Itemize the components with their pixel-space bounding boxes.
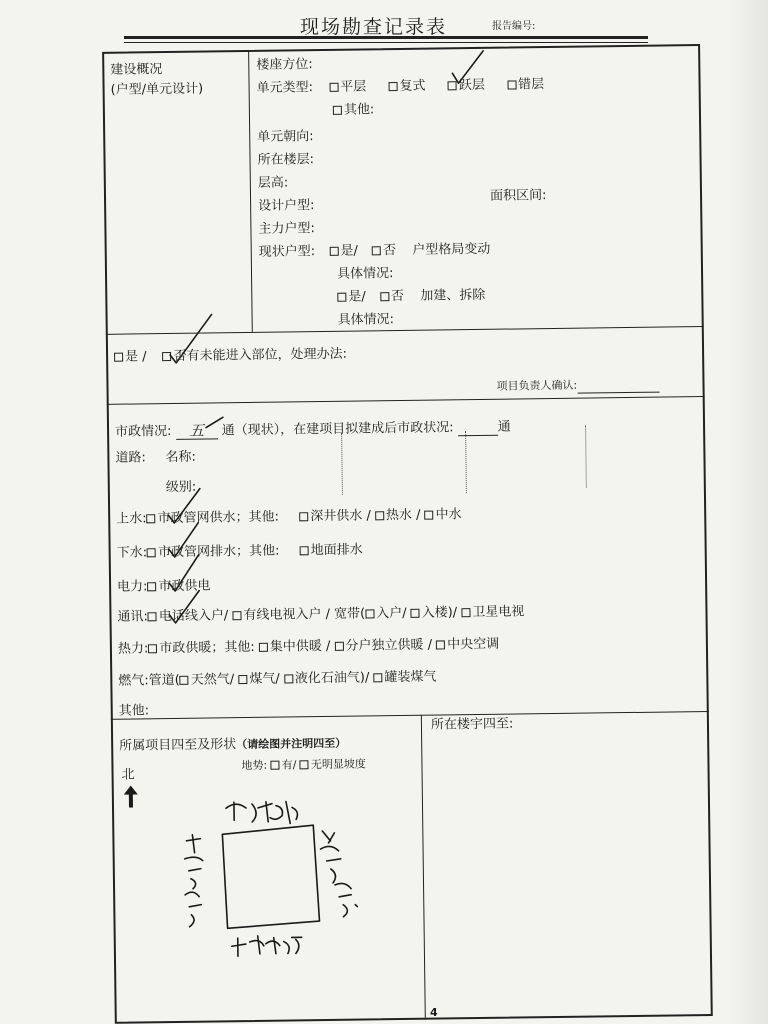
site-boundary-sketch [222,825,319,928]
tong-label: 通 [497,419,511,435]
south-boundary-handwriting [232,935,302,956]
heating-label: 热力: [117,641,149,657]
no-option: 否 [382,243,397,259]
terrain-none: 无明显坡度 [310,757,366,772]
drainage-main: 市政管网排水；其他: [157,543,280,561]
form-title: 现场勘查记录表 [300,16,448,38]
west-boundary-handwriting [184,835,203,927]
water-supply-main: 市政管网供水；其他: [157,509,280,527]
overview-label: 建设概况 [110,62,163,78]
boundaries-note: （请绘图并注明四至） [236,736,347,752]
checkmark-icon [169,591,199,623]
design-layout-label: 设计户型: [258,198,315,214]
unit-type-other-label: 其他: [343,102,375,118]
gas-pipe: 管道( [148,672,180,689]
unit-type-option: 复式 [399,78,426,94]
north-label: 北 [121,767,135,783]
details-label-2: 具体情况: [337,312,395,328]
north-boundary-handwriting [226,801,298,824]
water-supply-row: 上水: 市政管网供水；其他: 深井供水 / 热水 / 中水 [116,507,462,527]
add-demolish-label: 加建、拆除 [420,287,486,304]
gas-opt: 煤气/ [249,671,280,687]
orientation-label: 楼座方位: [256,57,313,73]
gas-opt: 罐装煤气 [384,669,437,686]
details-label-1: 具体情况: [336,266,394,282]
heating-opt: 集中供暖 [269,639,322,655]
current-layout-label: 现状户型: [258,244,316,260]
telecom-phone: 电话线入户/ [158,608,229,625]
floor-height-label: 层高: [257,175,289,191]
no-option: 否 [390,288,405,305]
water-supply-opt: 深井供水 [310,508,363,525]
municipal-other-label: 其他: [118,703,150,719]
page-number: 4 [430,1006,438,1019]
checkmark-icon [170,314,213,363]
municipal-current-text: 通（现状），在建项目拟建成后市政状况: [221,420,454,439]
unit-type-option: 跃层 [458,77,485,94]
layout-change-label: 户型格局变动 [412,241,491,258]
heating-opt: 分户独立供暖 [345,637,424,654]
yes-option: 是/ [348,289,366,305]
confirm-label: 项目负责人确认: [496,378,578,393]
power-main: 市政供电 [158,578,211,595]
gas-opt: 液化石油气)/ [294,670,370,687]
east-boundary-handwriting [320,831,357,917]
drainage-opt: 地面排水 [310,542,363,559]
floor-label: 所在楼层: [257,152,315,168]
unit-type-option: 平层 [340,79,367,95]
checkmark-icon [206,417,223,427]
heating-opt: 中央空调 [447,636,500,653]
access-yes: 是 [125,349,139,365]
building-boundaries-label: 所在楼宇四至: [430,716,514,733]
terrain-has: 有/ [281,758,297,772]
telecom-label: 通讯: [117,609,148,625]
road-level-label: 级别: [165,479,197,496]
overview-sublabel: (户型/单元设计) [110,81,204,98]
yes-option: 是/ [340,243,358,259]
gas-opt: 天然气/ [190,672,235,688]
drainage-label: 下水: [116,545,148,561]
area-range-label: 面积区间: [489,188,547,204]
municipal-label: 市政情况: [114,423,172,440]
unit-type-label: 单元类型: [256,80,314,96]
handwritten-count[interactable]: 五 [176,422,218,440]
water-supply-opt: 热水 [385,507,413,524]
road-label: 道路: [115,450,146,466]
unit-type-option: 错层 [518,77,545,93]
heating-row: 热力: 市政供暖；其他: 集中供暖 / 分户独立供暖 / 中央空调 [117,636,500,657]
terrain-label: 地势: [241,758,268,773]
heating-main: 市政供暖；其他: [159,639,255,657]
checkmark-icon [168,489,200,523]
unit-facing-label: 单元朝向: [257,129,314,145]
water-supply-opt: 中水 [435,507,462,523]
broadband-home: 入户/ [376,605,407,622]
telecom-row: 通讯: 电话线入户/ 有线电视入户 / 宽带( 入户/ 入楼)/ 卫星电视 [117,604,525,625]
road-name-label: 名称: [165,449,196,466]
gas-label: 燃气: [118,673,149,689]
water-supply-label: 上水: [116,511,147,527]
main-layout-label: 主力户型: [258,221,315,237]
checkmark-icon [169,555,199,591]
report-number-label: 报告编号: [492,21,536,32]
telecom-tv: 有线电视入户 [243,607,322,624]
satellite-tv: 卫星电视 [472,604,525,621]
broadband-building: 入楼)/ [421,605,458,621]
access-no-text: 否有未能进入部位，处理办法: [173,346,348,364]
broadband-label: 宽带( [333,606,366,622]
boundaries-label: 所属项目四至及形状 [119,737,237,754]
access-row: 是 / 否有未能进入部位，处理办法: [114,347,347,366]
checkmark-icon [168,523,198,557]
power-label: 电力: [117,579,148,595]
checkmark-icon [452,51,483,83]
